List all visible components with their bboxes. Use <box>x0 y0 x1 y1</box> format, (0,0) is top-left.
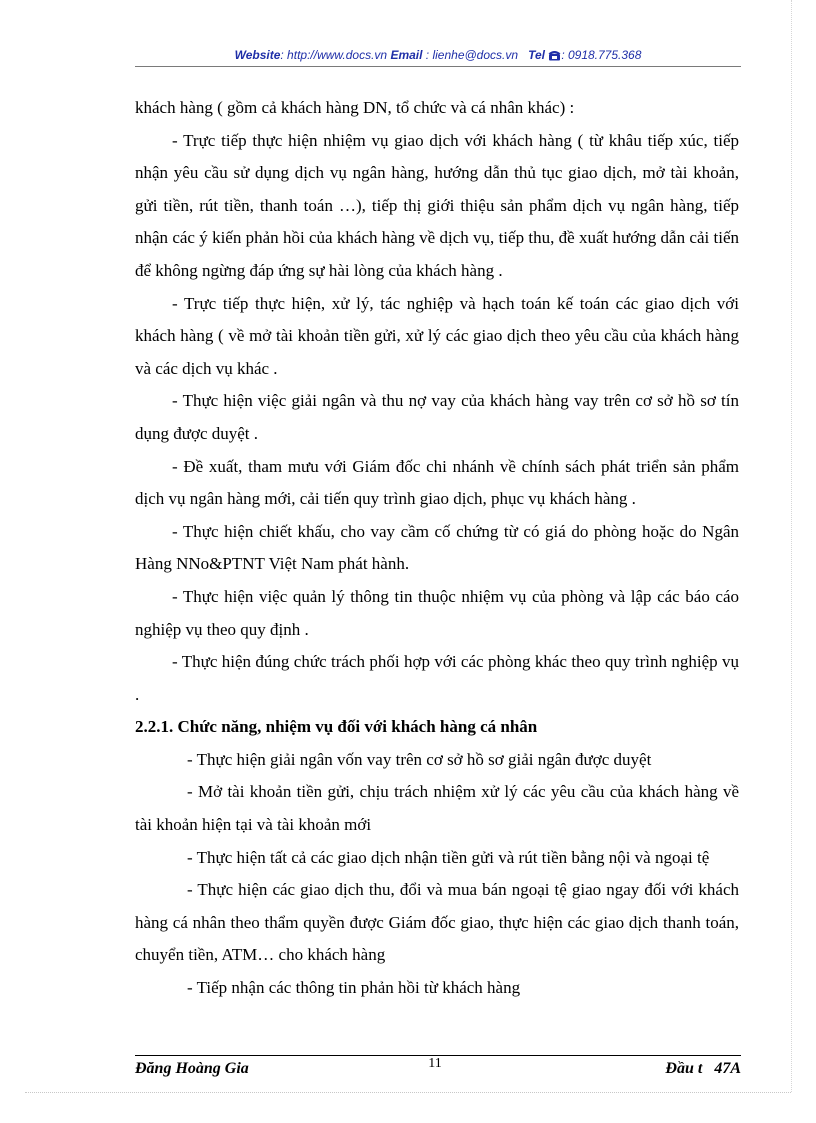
website-value: : http://www.docs.vn <box>280 48 388 62</box>
footer-author: Đăng Hoàng Gia <box>135 1060 249 1077</box>
section-heading: 2.2.1. Chức năng, nhiệm vụ đối với khách hàng cá nhân <box>135 717 538 737</box>
page-header <box>135 48 741 66</box>
page-number: 11 <box>428 1056 442 1071</box>
section-item: - Thực hiện tất cả các giao dịch nhận tiền gửi và rút tiền bằng nội và ngoại tệ <box>187 847 710 867</box>
paragraph: khách hàng ( gồm cả khách hàng DN, tổ chức và cá nhân khác) : <box>135 98 575 117</box>
section-item: - Thực hiện các giao dịch thu, đổi và mua bán ngoại tệ giao ngay đối với khách hàng cá nhân theo thẩm quyền được Giám đốc giao, thực hiện các giao dịch thanh toán, chuyển tiền, ATM… cho khách hàng <box>135 880 739 965</box>
header-divider <box>135 66 741 67</box>
page-boundary-bottom <box>25 1092 791 1093</box>
paragraph: - Thực hiện đúng chức trách phối hợp với các phòng khác theo quy trình nghiệp vụ . <box>135 652 739 704</box>
website-label: Website <box>234 48 281 62</box>
telephone-icon <box>548 49 561 64</box>
footer-class: Đầu t 47A <box>665 1060 741 1077</box>
section-item: - Thực hiện giải ngân vốn vay trên cơ sở hồ sơ giải ngân được duyệt <box>187 749 652 769</box>
paragraph: - Thực hiện việc quản lý thông tin thuộc nhiệm vụ của phòng và lập các báo cáo nghiệp vụ theo quy định . <box>135 586 739 639</box>
paragraph: - Trực tiếp thực hiện nhiệm vụ giao dịch với khách hàng ( từ khâu tiếp xúc, tiếp nhận yêu cầu sử dụng dịch vụ ngân hàng, hướng dẫn thủ tục giao dịch, mở tài khoản, gửi tiền, rút tiền, thanh toán …), tiếp thị giới thiệu sản phẩm dịch vụ ngân hàng, tiếp nhận các ý kiến phản hồi của khách hàng về dịch vụ, tiếp thu, đề xuất hướng dẫn cải tiến để không ngừng đáp ứng sự hài lòng của khách hàng . <box>135 130 739 280</box>
paragraph: - Đề xuất, tham mưu với Giám đốc chi nhánh về chính sách phát triển sản phẩm dịch vụ ngân hàng mới, cải tiến quy trình giao dịch, phục vụ khách hàng . <box>135 456 739 509</box>
paragraph: - Trực tiếp thực hiện, xử lý, tác nghiệp và hạch toán kế toán các giao dịch với khách hàng ( về mở tài khoản tiền gửi, xử lý các giao dịch theo yêu cầu của khách hàng và các dịch vụ khác . <box>135 293 739 378</box>
section-item: - Tiếp nhận các thông tin phản hồi từ khách hàng <box>187 978 521 998</box>
email-value: : lienhe@docs.vn <box>422 48 519 62</box>
page-boundary-right <box>791 0 792 1092</box>
document-body <box>135 92 739 1005</box>
tel-label: Tel <box>528 48 545 62</box>
paragraph: - Thực hiện việc giải ngân và thu nợ vay của khách hàng vay trên cơ sở hồ sơ tín dụng được duyệt . <box>135 391 739 443</box>
section-item: - Mở tài khoản tiền gửi, chịu trách nhiệm xử lý các yêu cầu của khách hàng về tài khoản hiện tại và tài khoản mới <box>135 782 739 835</box>
email-label: Email <box>390 48 423 62</box>
paragraph: - Thực hiện chiết khấu, cho vay cầm cố chứng từ có giá do phòng hoặc do Ngân Hàng NNo&PTNT Việt Nam phát hành. <box>135 521 739 574</box>
tel-value: : 0918.775.368 <box>561 48 642 62</box>
